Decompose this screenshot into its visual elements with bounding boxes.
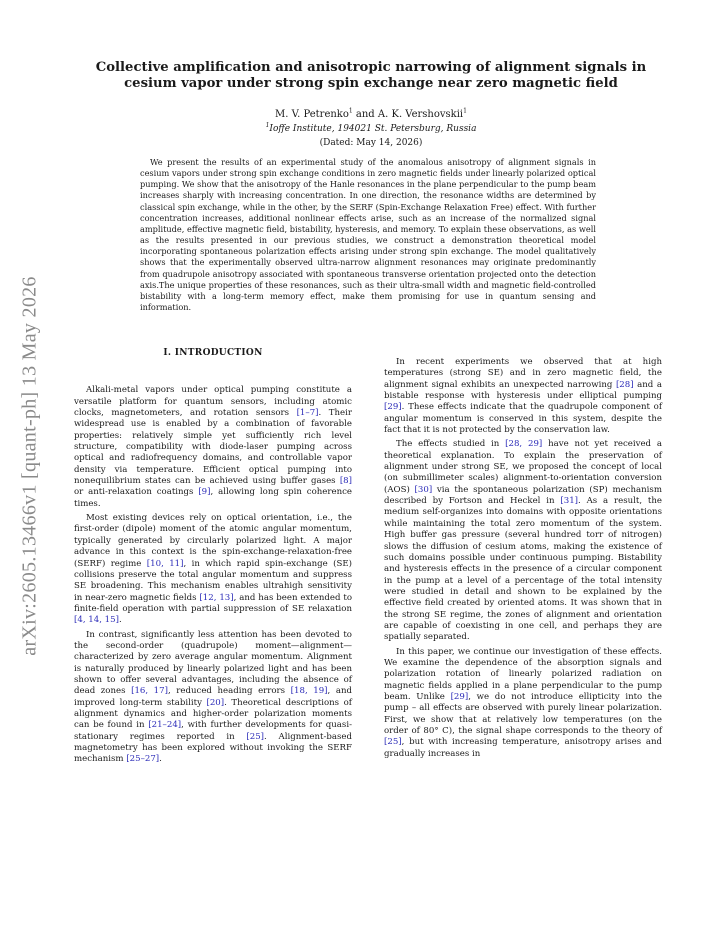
paragraph-text: via the spontaneous polarization (SP) mechanism described by Fortson and Heckel in [384, 484, 662, 507]
paragraph-text: . [159, 754, 162, 765]
date-line: (Dated: May 14, 2026) [319, 138, 423, 148]
paragraph-text: , we do not introduce ellipticity into the pump – all effects are observed with purely linear polarization. First, we show that at relatively low temperatures (on the order of 80° C), the signal shape corresponds to the theory of [384, 691, 663, 736]
section-heading: I. INTRODUCTION [163, 348, 263, 358]
paragraph-text: , allowing long spin coherence times. [74, 487, 352, 509]
paragraph-text: In this paper, we continue our investigation of these effects. We examine the dependence of the absorption signals and polarization rotation of linearly polarized radiation on magnetic fields applied in a plane perpendicular to the pump beam. Unlike [384, 646, 662, 702]
citation-link[interactable]: [12, 13] [199, 592, 234, 603]
paragraph-text: , and has been extended to finite-field operation with partial suppression of SE relaxation [74, 592, 352, 614]
paragraph-text: have not yet received a theoretical explanation. To explain the preservation of alignment under strong SE, we proposed the concept of local (on submillimeter scales) alignment-to-orientation conversion (AOS) [384, 439, 662, 495]
paragraph [74, 630, 352, 766]
paragraph-text: , reduced heading errors [167, 686, 291, 697]
affiliation-text: Ioffe Institute, 194021 St. Petersburg, Russia [269, 124, 477, 134]
paper-title: Collective amplification and anisotropic narrowing of alignment signals in cesium vapor under strong spin exchange near zero magnetic field [95, 60, 647, 91]
paragraph-text: The effects studied in [396, 439, 506, 450]
citation-link[interactable]: [25] [384, 737, 402, 748]
affiliation-marker: 1 [463, 107, 467, 115]
paragraph-text: In contrast, significantly less attention has been devoted to the second-order (quadrupole) moment—alignment—characterized by zero average angular momentum. Alignment is naturally produced by linearly polarized light and has been shown to offer several advantages, including the absence of dead zones [74, 629, 352, 697]
paragraph-text: , but with increasing temperature, anisotropy arises and gradually increases in [384, 737, 662, 759]
citation-link[interactable]: [16, 17] [131, 686, 168, 697]
right-column [384, 357, 662, 763]
paragraph [384, 357, 662, 436]
citation-link[interactable]: [1–7] [296, 408, 319, 419]
paragraph-text: , and improved long-term stability [74, 686, 353, 708]
citation-link[interactable]: [10, 11] [146, 558, 184, 569]
paragraph-text: Alkali-metal vapors under optical pumping constitute a versatile platform for quantum sensors, including atomic clocks, magnetometers, and rotation sensors [74, 385, 352, 419]
left-column [74, 348, 352, 769]
paragraph-text: Most existing devices rely on optical orientation, i.e., the first-order (dipole) moment of the atomic angular momentum, typically generated by circularly polarized light. A major advance in this context is the spin-exchange-relaxation-free (SERF) regime [74, 513, 352, 569]
paragraph-text: In recent experiments we observed that at high temperatures (strong SE) and in zero magnetic field, the alignment signal exhibits an unexpected narrowing [384, 357, 662, 390]
paragraph [384, 647, 662, 760]
paragraph [74, 513, 352, 626]
citation-link[interactable]: [9] [198, 487, 211, 498]
citation-link[interactable]: [29] [450, 691, 469, 702]
paragraph-text: . Theoretical descriptions of alignment dynamics and higher-order polarization moments can be found in [74, 697, 352, 731]
affiliation-marker: 1 [348, 107, 353, 115]
citation-link[interactable]: [4, 14, 15] [74, 615, 119, 626]
paragraph [74, 385, 352, 510]
paragraph-text: , with further developments for quasi-stationary regimes reported in [74, 720, 352, 742]
author-name: M. V. Petrenko [275, 109, 349, 120]
citation-link[interactable]: [18, 19] [290, 686, 328, 697]
citation-link[interactable]: [31] [560, 496, 579, 507]
citation-link[interactable]: [8] [339, 476, 352, 487]
paragraph-text: or anti-relaxation coatings [74, 487, 199, 498]
paragraph-text: . These effects indicate that the quadrupole component of angular momentum is conserved in this system, despite the fact that it is not protected by the conservation law. [384, 402, 662, 436]
author-list: M. V. Petrenko$^1$ and A. K. Vershovskii$^1$ [275, 107, 467, 120]
author-name: A. K. Vershovskii [377, 109, 464, 120]
paragraph-text: and a bistable response with hysteresis under elliptical pumping [384, 379, 662, 402]
arxiv-identifier: arXiv:2605.13466v1 [quant-ph] 13 May 2026 [18, 276, 41, 656]
paragraph-text: , in which rapid spin-exchange (SE) collisions preserve the total angular momentum and suppress SE broadening. This mechanism enables ultrahigh sensitivity in near-zero magnetic fields [74, 558, 352, 603]
citation-link[interactable]: [25] [246, 731, 265, 742]
abstract: We present the results of an experimental study of the anomalous anisotropy of alignment signals in cesium vapors under strong spin exchange conditions in zero magnetic fields under linearly polarized optical pumping. We show that the anisotropy of the Hanle resonances in the plane perpendicular to the pump beam increases sharply with increasing concentration. In one direction, the resonance widths are determined by classical spin exchange, while in the other, by the SERF (Spin-Exchange Relaxation Free) effect. With further concentration increases, additional nonlinear effects arise, such as an increase of the normalized signal amplitude, effective magnetic field, bistability, hysteresis, and memory. To explain these observations, as well as the results presented in our previous studies, we construct a demonstration theoretical model incorporating spontaneous polarization effects arising under strong spin exchange. The model qualitatively shows that the experimentally observed ultra-narrow alignment resonances may originate predominantly from quadrupole anisotropy associated with spontaneous transverse orientation projected onto the detection axis.The unique properties of these resonances, such as their ultra-small width and magnetic field-controlled bistability with a long-term memory effect, make them promising for use in quantum sensing and information. [140, 157, 596, 313]
affiliation-marker: 1 [265, 122, 270, 129]
citation-link[interactable]: [28, 29] [505, 439, 543, 450]
paragraph-text: . [118, 615, 122, 626]
affiliation [84, 123, 658, 135]
arxiv-sidebar [0, 0, 58, 932]
citation-link[interactable]: [25–27] [126, 754, 160, 765]
paragraph-text: . As a result, the medium self-organizes into domains with opposite orientations while maintaining the total zero momentum of the system. High buffer gas pressure (several hundred torr of nitrogen) slows the diffusion of cesium atoms, making the existence of such domains possible under continuous pumping. Bistability and hysteresis effects in the presence of a circular component in the pump at a level of a percentage of the total intensity were studied in detail and shown to be explained by the effective field created by oriented atoms. It was shown that in the strong SE regime, the zones of alignment and orientation are capable of coexisting in one cell, and perhaps they are spatially separated. [384, 496, 663, 643]
citation-link[interactable]: [28] [615, 379, 634, 390]
paragraph [384, 439, 662, 643]
citation-link[interactable]: [21–24] [148, 720, 182, 731]
citation-link[interactable]: [29] [384, 402, 402, 413]
paragraph-text: . Alignment-based magnetometry has been explored without invoking the SERF mechanism [74, 731, 352, 765]
citation-link[interactable]: [30] [414, 484, 433, 495]
citation-link[interactable]: [20] [206, 697, 225, 708]
paragraph-text: . Their widespread use is enabled by a combination of favorable properties: relatively simple yet sufficiently rich level structure, compatibility with diode-laser pumping across optical and radiofrequency domains, and controllable vapor density via temperature. Efficient optical pumping into nonequilibrium states can be achieved using buffer gases [74, 408, 352, 487]
